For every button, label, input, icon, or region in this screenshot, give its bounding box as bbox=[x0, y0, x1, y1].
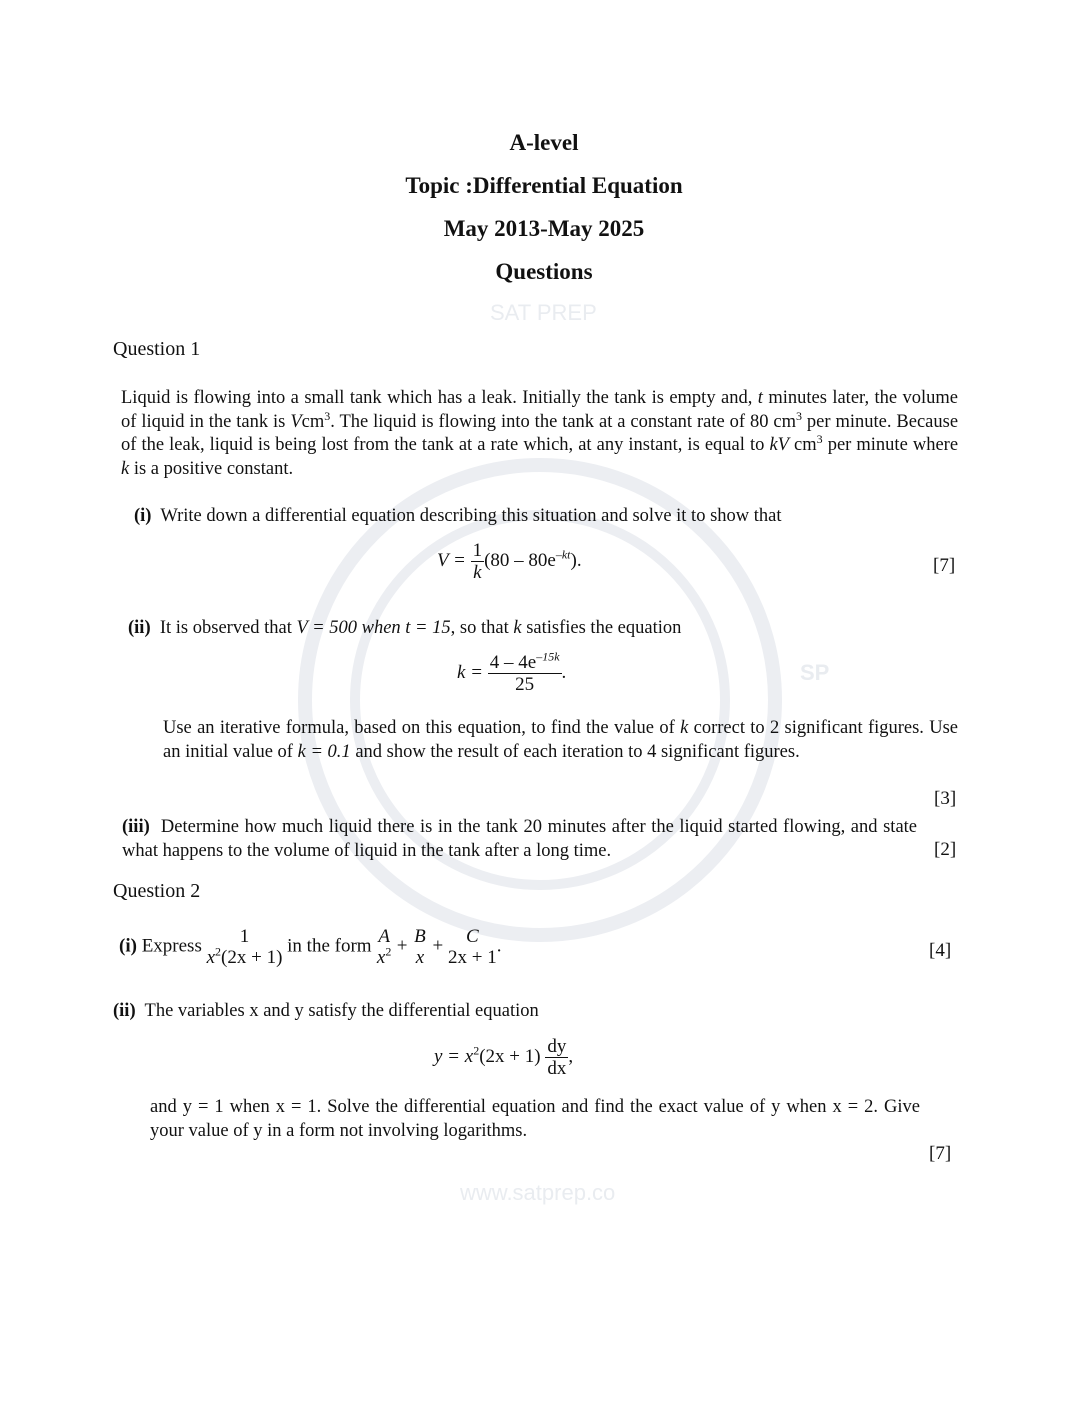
doc-topic: Topic :Differential Equation bbox=[405, 173, 683, 198]
question-2-part-ii-instructions: and y = 1 when x = 1. Solve the differential equation and find the exact value of y when x = 2. Give your value of y in a form not involving logarithms. bbox=[150, 1097, 920, 1141]
watermark-letters: SP bbox=[800, 660, 830, 685]
question-1-part-i: (i) Write down a differential equation describing this situation and solve it to show that bbox=[134, 506, 782, 526]
question-1-equation-v: V = $\frac{1}{k}$ $(80 - 80e^{-kt})$. bbox=[437, 540, 582, 583]
question-1-part-iii-marks: [2] bbox=[934, 839, 957, 860]
question-2-part-i: (i) Express 1 $x^2(2x + 1)$ in the form A $x^2$ + B x + C 2x + 1 . bbox=[119, 926, 502, 968]
watermark-arc-text: SAT PREP bbox=[490, 300, 597, 325]
doc-date-range: May 2013-May 2025 bbox=[443, 216, 645, 241]
question-1-part-ii-marks: [3] bbox=[934, 788, 957, 809]
question-2-differential-equation: $y = x^2(2x + 1)$ $\frac{dy}{dx}$ , bbox=[434, 1036, 574, 1079]
question-1-part-ii: (ii) It is observed that V = 500 when t = 15, so that k satisfies the equation bbox=[128, 618, 682, 638]
question-1-part-i-marks: [7] bbox=[933, 555, 956, 576]
question-1-intro: Liquid is flowing into a small tank which has a leak. Initially the tank is empty and, t minutes later, the volume of liquid in the tank is Vcm$^3$. The liquid is flowing into the tank at a constant rate of 80 $cm^3$ per minute. Because of the leak, liquid is being lost from the tank at a rate which, at any instant, is equal to kV $cm^3$ per minute where k is a positive constant. bbox=[121, 388, 959, 479]
question-2-part-i-marks: [4] bbox=[929, 940, 952, 961]
question-2-heading: Question 2 bbox=[113, 880, 201, 902]
doc-level: A-level bbox=[509, 130, 579, 155]
doc-section-title: Questions bbox=[495, 259, 593, 284]
question-2-part-ii-marks: [7] bbox=[929, 1143, 952, 1164]
question-1-part-iii: (iii) Determine how much liquid there is in the tank 20 minutes after the liquid started flowing, and state what happens to the volume of liquid in the tank after a long time. bbox=[122, 817, 918, 861]
question-1-equation-k: k = $\frac{4 - 4e^{-15k}}{25}$ . bbox=[457, 649, 567, 695]
question-1-heading: Question 1 bbox=[113, 338, 201, 360]
question-2-part-ii: (ii) The variables x and y satisfy the differential equation bbox=[113, 1001, 539, 1021]
question-1-part-ii-instructions: Use an iterative formula, based on this equation, to find the value of k correct to 2 significant figures. Use an initial value of k = 0.1 and show the result of each iteration to 4 significant figures. bbox=[163, 718, 959, 762]
watermark-url: www.satprep.co bbox=[460, 1180, 616, 1205]
